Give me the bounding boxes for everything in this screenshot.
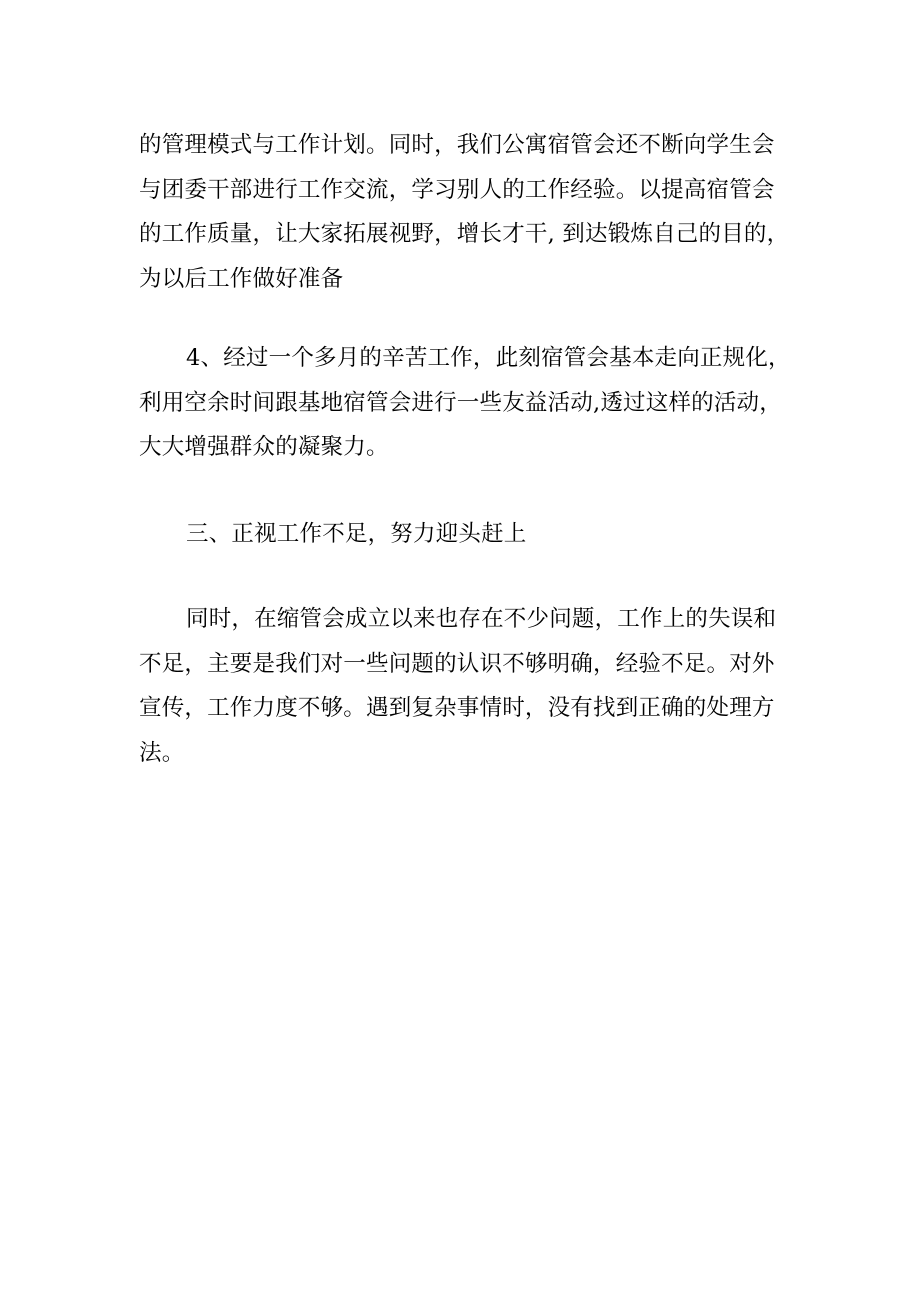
text-line: 大大增强群众的凝聚力。 bbox=[139, 434, 389, 460]
text-line: 的工作质量，让大家拓展视野，增长才干, 到达锻炼自己的目的， bbox=[139, 221, 790, 247]
text-line: 宣传，工作力度不够。遇到复杂事情时，没有找到正确的处理方 bbox=[139, 695, 775, 721]
text-line: 法。 bbox=[139, 739, 185, 766]
text-line: 同时，在缩管会成立以来也存在不少问题，工作上的失误和 bbox=[186, 606, 777, 632]
text-line: 与团委干部进行工作交流，学习别人的工作经验。以提高宿管会 bbox=[139, 176, 775, 203]
text-line: 4、经过一个多月的辛苦工作，此刻宿管会基本走向正规化， bbox=[186, 345, 791, 371]
text-line: 的管理模式与工作计划。同时，我们公寓宿管会还不断向学生会 bbox=[139, 132, 775, 158]
heading-text: 三、正视工作不足，努力迎头赶上 bbox=[186, 521, 527, 547]
text-line: 为以后工作做好准备 bbox=[139, 265, 344, 292]
text-line: 不足，主要是我们对一些问题的认识不够明确，经验不足。对外 bbox=[139, 650, 775, 677]
paragraph-continuation bbox=[139, 123, 809, 301]
paragraph-problems bbox=[139, 597, 809, 775]
text-line: 利用空余时间跟基地宿管会进行一些友益活动,透过这样的活动， bbox=[139, 389, 782, 416]
paragraph-item-4 bbox=[139, 336, 809, 470]
section-heading bbox=[139, 512, 809, 557]
